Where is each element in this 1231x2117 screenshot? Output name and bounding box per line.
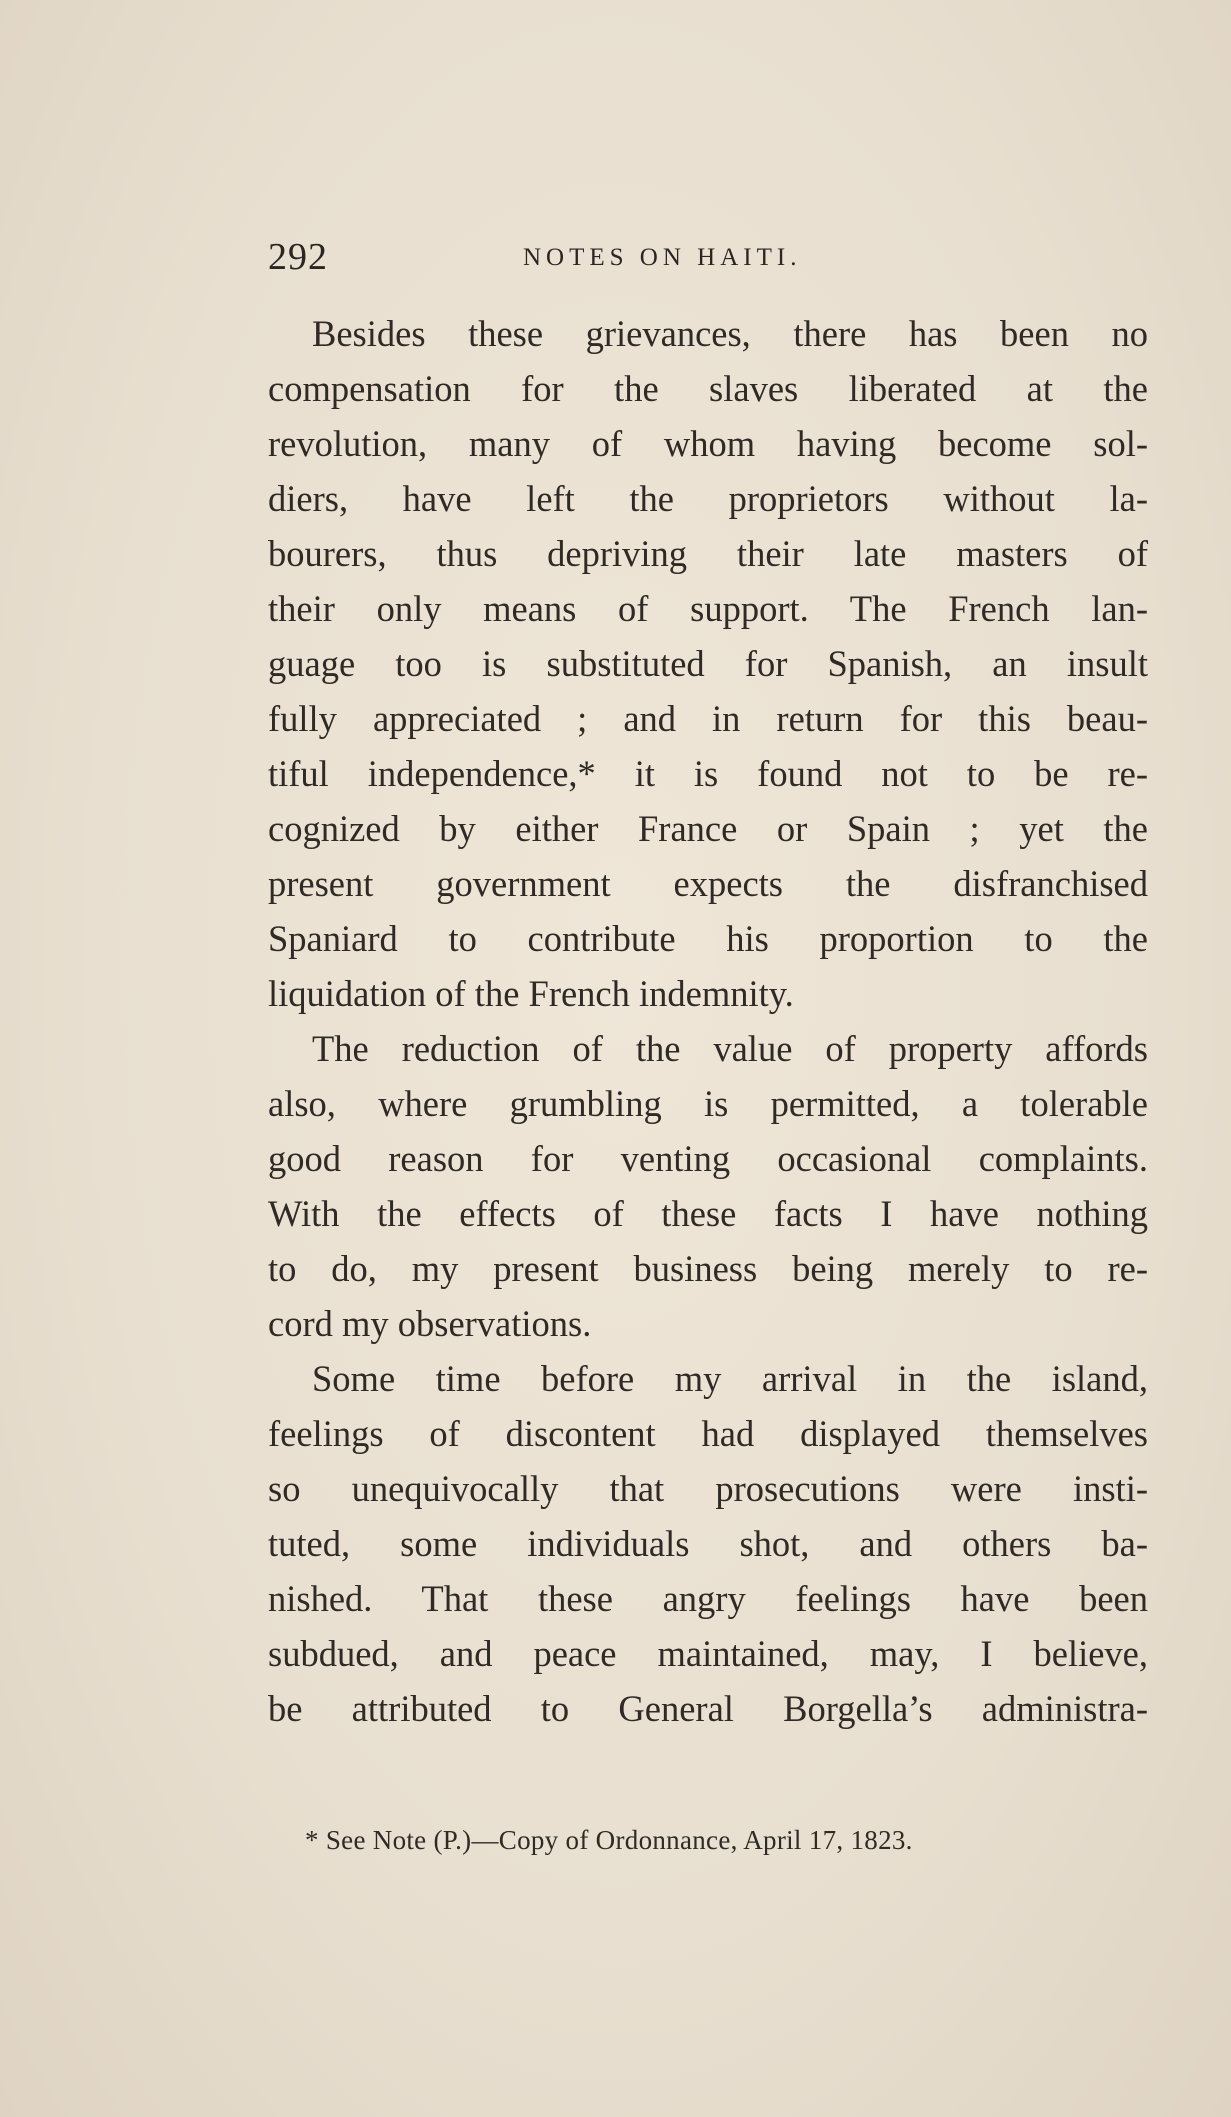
text-line: subdued, and peace maintained, may, I believe, xyxy=(268,1633,1148,1674)
text-line: their only means of support. The French lan- xyxy=(268,588,1148,629)
text-line: tuted, some individuals shot, and others ba- xyxy=(268,1523,1148,1564)
text-line: also, where grumbling is permitted, a tolerable xyxy=(268,1083,1148,1124)
text-line: The reduction of the value of property affords xyxy=(312,1028,1148,1069)
text-line: cognized by either France or Spain ; yet the xyxy=(268,808,1148,849)
text-line: revolution, many of whom having become sol- xyxy=(268,423,1148,464)
text-line: nished. That these angry feelings have been xyxy=(268,1578,1148,1619)
text-line: Spaniard to contribute his proportion to the xyxy=(268,918,1148,959)
body-text xyxy=(268,306,1148,1736)
paragraph-2 xyxy=(268,1021,1148,1351)
page-number: 292 xyxy=(268,236,328,278)
text-line: be attributed to General Borgella’s administra- xyxy=(268,1688,1148,1729)
text-line: present government expects the disfranchised xyxy=(268,863,1148,904)
text-line: good reason for venting occasional complaints. xyxy=(268,1138,1148,1179)
text-line: so unequivocally that prosecutions were insti- xyxy=(268,1468,1148,1509)
text-line: guage too is substituted for Spanish, an insult xyxy=(268,643,1148,684)
text-line: diers, have left the proprietors without la- xyxy=(268,478,1148,519)
text-line: Besides these grievances, there has been no xyxy=(312,313,1148,354)
text-line: bourers, thus depriving their late masters of xyxy=(268,533,1148,574)
paragraph-3 xyxy=(268,1351,1148,1736)
text-line: fully appreciated ; and in return for this beau- xyxy=(268,698,1148,739)
text-line: liquidation of the French indemnity. xyxy=(268,973,794,1014)
text-line: to do, my present business being merely to re- xyxy=(268,1248,1148,1289)
text-line: tiful independence,* it is found not to be re- xyxy=(268,753,1148,794)
text-line: feelings of discontent had displayed themselves xyxy=(268,1413,1148,1454)
text-line: Some time before my arrival in the island, xyxy=(312,1358,1148,1399)
text-line: With the effects of these facts I have nothing xyxy=(268,1193,1148,1234)
text-line: compensation for the slaves liberated at the xyxy=(268,368,1148,409)
page-header xyxy=(268,232,1148,282)
paragraph-1 xyxy=(268,306,1148,1021)
footnote: * See Note (P.)—Copy of Ordonnance, April 17, 1823. xyxy=(305,1825,913,1855)
text-line: cord my observations. xyxy=(268,1303,592,1344)
running-head: NOTES ON HAITI. xyxy=(523,244,802,271)
